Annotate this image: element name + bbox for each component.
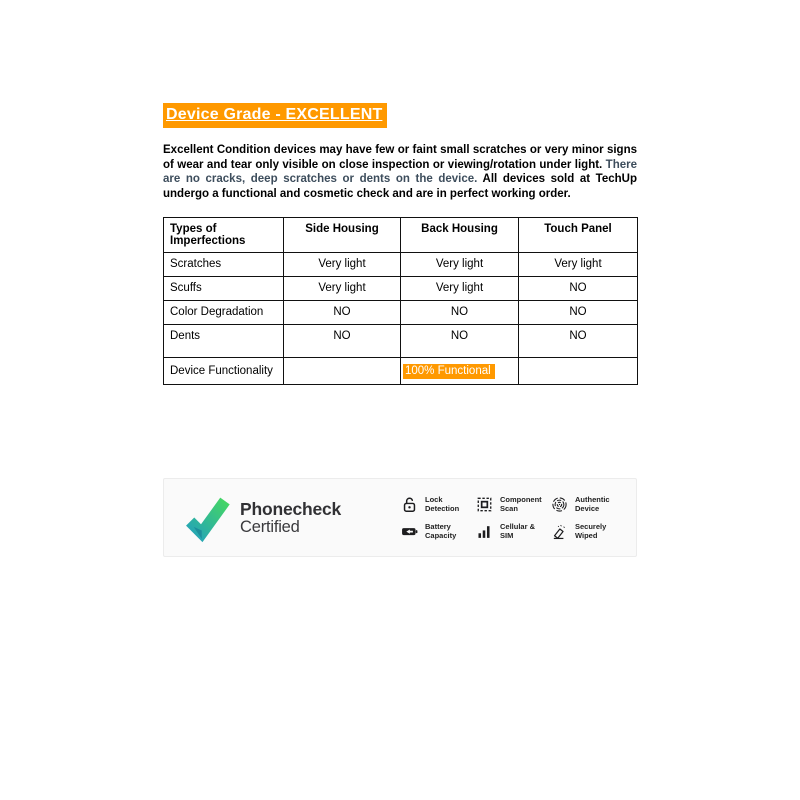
feature-battery-capacity bbox=[401, 522, 476, 540]
phonecheck-checkmark-icon bbox=[183, 493, 233, 543]
feature-label: Component Scan bbox=[500, 495, 542, 514]
fingerprint-icon bbox=[551, 496, 568, 513]
phonecheck-brand bbox=[240, 500, 341, 536]
table-row-scuffs bbox=[164, 277, 638, 301]
header-side-housing: Side Housing bbox=[284, 218, 401, 253]
cell-value: NO bbox=[519, 277, 638, 301]
cell-value bbox=[401, 358, 519, 385]
cell-value: NO bbox=[519, 301, 638, 325]
cell-value: NO bbox=[401, 301, 519, 325]
signal-bars-icon bbox=[476, 523, 493, 540]
table-row-color-degradation bbox=[164, 301, 638, 325]
cell-value: NO bbox=[519, 325, 638, 358]
component-scan-icon bbox=[476, 496, 493, 513]
cell-value: Very light bbox=[519, 253, 638, 277]
cell-value: Very light bbox=[401, 253, 519, 277]
description-part3: All devices sold at TechUp undergo a functional and cosmetic check and are in perfect working order. bbox=[163, 173, 637, 200]
cell-value: Very light bbox=[284, 277, 401, 301]
functional-highlight: 100% Functional bbox=[403, 364, 495, 379]
table-header-row bbox=[164, 218, 638, 253]
row-label: Color Degradation bbox=[164, 301, 284, 325]
table-row-device-functionality bbox=[164, 358, 638, 385]
feature-component-scan bbox=[476, 495, 551, 513]
header-types-of-imperfections: Types of Imperfections bbox=[164, 218, 284, 253]
feature-lock-detection bbox=[401, 495, 476, 513]
row-label: Dents bbox=[164, 325, 284, 358]
certification-features bbox=[401, 495, 626, 540]
device-grade-title: Device Grade - EXCELLENT bbox=[163, 103, 387, 128]
row-label: Scuffs bbox=[164, 277, 284, 301]
battery-icon bbox=[401, 523, 418, 540]
document-page bbox=[163, 0, 637, 557]
header-back-housing: Back Housing bbox=[401, 218, 519, 253]
feature-label: Cellular & SIM bbox=[500, 522, 536, 541]
cell-value: NO bbox=[284, 301, 401, 325]
wipe-icon bbox=[551, 523, 568, 540]
feature-authentic-device bbox=[551, 495, 626, 513]
condition-description bbox=[163, 143, 637, 201]
lock-icon bbox=[401, 496, 418, 513]
cell-value: Very light bbox=[284, 253, 401, 277]
description-part1: Excellent Condition devices may have few or faint small scratches or very minor signs of wear and tear only visible on close inspection or viewing/rotation under light. bbox=[163, 144, 637, 171]
brand-subtitle: Certified bbox=[240, 517, 300, 536]
cell-value: NO bbox=[284, 325, 401, 358]
description-part2: There are no cracks, deep scratches or dents on the device. bbox=[163, 158, 637, 186]
cell-value: Very light bbox=[401, 277, 519, 301]
row-label: Scratches bbox=[164, 253, 284, 277]
cell-value bbox=[284, 358, 401, 385]
cell-value bbox=[519, 358, 638, 385]
phonecheck-certified-panel bbox=[163, 478, 637, 557]
feature-securely-wiped bbox=[551, 522, 626, 540]
feature-label: Authentic Device bbox=[575, 495, 610, 514]
feature-label: Lock Detection bbox=[425, 495, 460, 514]
table-row-scratches bbox=[164, 253, 638, 277]
table-row-dents bbox=[164, 325, 638, 358]
feature-label: Securely Wiped bbox=[575, 522, 607, 541]
feature-cellular-sim bbox=[476, 522, 551, 540]
row-label: Device Functionality bbox=[164, 358, 284, 385]
cell-value: NO bbox=[401, 325, 519, 358]
header-touch-panel: Touch Panel bbox=[519, 218, 638, 253]
imperfections-table bbox=[163, 217, 638, 385]
brand-name: Phonecheck bbox=[240, 498, 342, 519]
feature-label: Battery Capacity bbox=[425, 522, 457, 541]
